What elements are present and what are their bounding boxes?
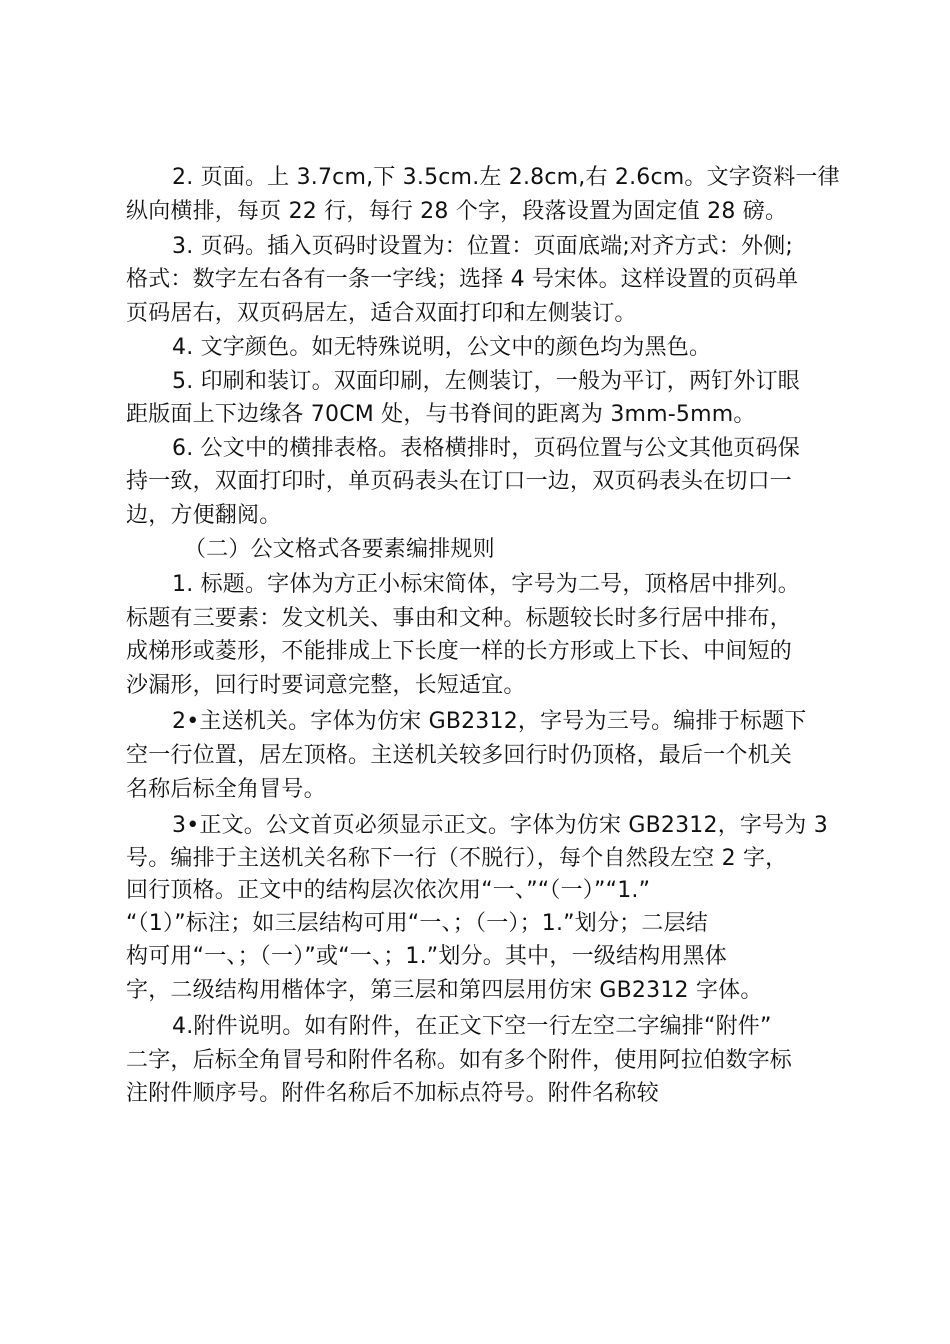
text-line: 4.附件说明。如有附件，在正文下空一行左空二字编排“附件” bbox=[172, 1014, 772, 1039]
text-line: 名称后标全角冒号。 bbox=[126, 777, 326, 802]
text-line: 构可用“一、；（一）”或“一、；1.”划分。其中，一级结构用黑体 bbox=[126, 944, 727, 969]
section-heading: （二）公文格式各要素编排规则 bbox=[184, 537, 495, 562]
text-line: 3. 页码。插入页码时设置为：位置：页面底端;对齐方式：外侧; bbox=[172, 234, 794, 259]
text-line: 回行顶格。正文中的结构层次依次用“一、”“（一）”“1.” bbox=[126, 878, 651, 903]
text-line: 字，二级结构用楷体字，第三层和第四层用仿宋 GB2312 字体。 bbox=[126, 978, 763, 1003]
text-line: 3•正文。公文首页必须显示正文。字体为仿宋 GB2312，字号为 3 bbox=[172, 813, 828, 838]
text-line: 距版面上下边缘各 70CM 处，与书脊间的距离为 3mm-5mm。 bbox=[126, 402, 756, 427]
text-line: 沙漏形，回行时要词意完整，长短适宜。 bbox=[126, 673, 526, 698]
text-line: 边，方便翻阅。 bbox=[126, 503, 282, 528]
text-line: 6. 公文中的横排表格。表格横排时，页码位置与公文其他页码保 bbox=[172, 436, 800, 461]
text-line: 2•主送机关。字体为仿宋 GB2312，字号为三号。编排于标题下 bbox=[172, 709, 807, 734]
text-line: 纵向横排，每页 22 行，每行 28 个字，段落设置为固定值 28 磅。 bbox=[126, 199, 788, 224]
text-line: 4. 文字颜色。如无特殊说明，公文中的颜色均为黑色。 bbox=[172, 335, 712, 360]
text-line: “（1）”标注；如三层结构可用“一、；（一）；1.”划分；二层结 bbox=[126, 911, 708, 936]
text-line: 号。编排于主送机关名称下一行（不脱行），每个自然段左空 2 字， bbox=[126, 846, 788, 871]
text-line: 1. 标题。字体为方正小标宋简体，字号为二号，顶格居中排列。 bbox=[172, 572, 800, 597]
text-line: 2. 页面。上 3.7cm,下 3.5cm.左 2.8cm,右 2.6cm。文字资料一律 bbox=[172, 165, 840, 190]
text-line: 成梯形或菱形，不能排成上下长度一样的长方形或上下长、中间短的 bbox=[126, 639, 793, 664]
text-line: 空一行位置，居左顶格。主送机关较多回行时仍顶格，最后一个机关 bbox=[126, 743, 793, 768]
text-line: 5. 印刷和装订。双面印刷，左侧装订，一般为平订，两钉外订眼 bbox=[172, 369, 800, 394]
text-line: 格式：数字左右各有一条一字线；选择 4 号宋体。这样设置的页码单 bbox=[126, 267, 799, 292]
text-line: 标题有三要素：发文机关、事由和文种。标题较长时多行居中排布， bbox=[126, 606, 793, 631]
text-line: 页码居右，双页码居左，适合双面打印和左侧装订。 bbox=[126, 301, 637, 326]
text-line: 持一致，双面打印时，单页码表头在订口一边，双页码表头在切口一 bbox=[126, 469, 793, 494]
text-line: 注附件顺序号。附件名称后不加标点符号。附件名称较 bbox=[126, 1081, 659, 1106]
text-line: 二字，后标全角冒号和附件名称。如有多个附件，使用阿拉伯数字标 bbox=[126, 1048, 793, 1073]
